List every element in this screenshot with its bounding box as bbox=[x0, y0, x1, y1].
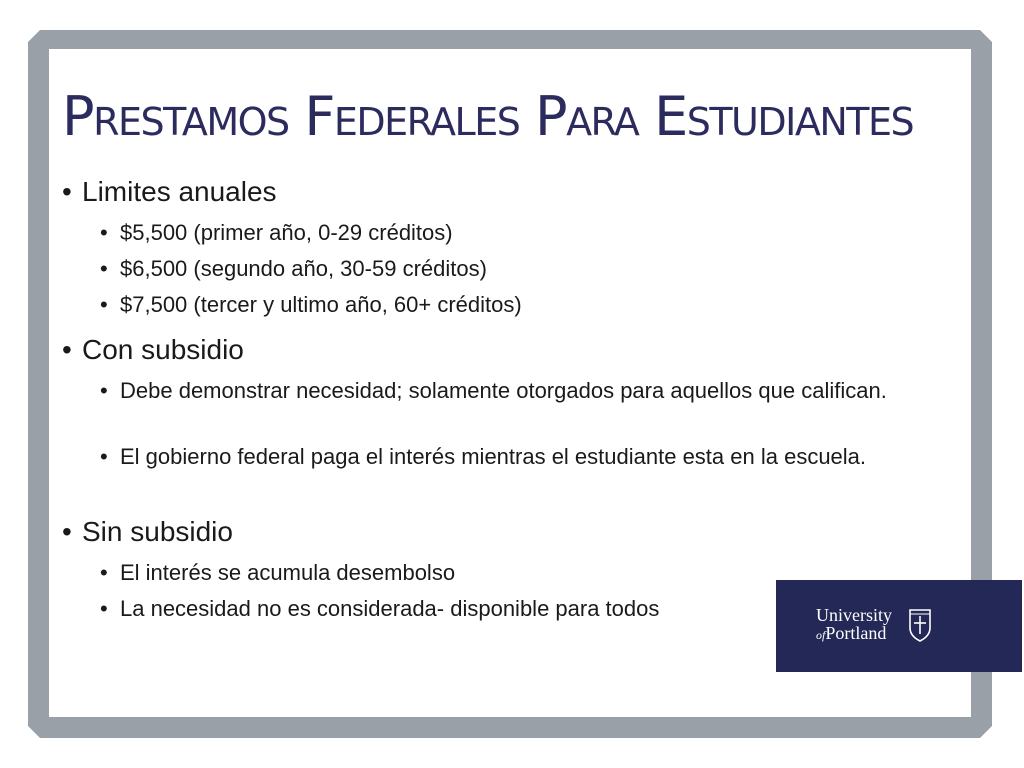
sub-bullet-text: La necesidad no es considerada- disponible para todos bbox=[120, 596, 660, 621]
bullet-text: Limites anuales bbox=[82, 176, 277, 207]
sub-bullet-text: El interés se acumula desembolso bbox=[120, 560, 456, 585]
sub-bullet-item bbox=[100, 376, 910, 406]
bullet-dot-icon: • bbox=[100, 596, 108, 621]
sub-bullet-item bbox=[100, 254, 910, 284]
bullet-dot-icon: • bbox=[62, 334, 72, 365]
crest-icon bbox=[908, 608, 932, 642]
logo-wordmark bbox=[816, 606, 892, 644]
sub-bullet-text: El gobierno federal paga el interés mientras el estudiante esta en la escuela. bbox=[120, 444, 867, 469]
bullet-item bbox=[62, 176, 277, 208]
bullet-dot-icon: • bbox=[100, 220, 108, 245]
bullet-dot-icon: • bbox=[100, 256, 108, 281]
bullet-dot-icon: • bbox=[62, 516, 72, 547]
sub-bullet-text: $6,500 (segundo año, 30-59 créditos) bbox=[120, 256, 487, 281]
bullet-dot-icon: • bbox=[100, 444, 108, 469]
bullet-item bbox=[62, 516, 233, 548]
sub-bullet-item bbox=[100, 218, 910, 248]
sub-bullet-text: $5,500 (primer año, 0-29 créditos) bbox=[120, 220, 453, 245]
logo-line-university: University bbox=[816, 605, 892, 625]
bullet-item bbox=[62, 334, 244, 366]
slide-title: Prestamos Federales Para Estudiantes bbox=[62, 85, 914, 148]
sub-bullet-text: $7,500 (tercer y ultimo año, 60+ créditos) bbox=[120, 292, 522, 317]
bullet-dot-icon: • bbox=[100, 292, 108, 317]
bullet-dot-icon: • bbox=[100, 378, 108, 403]
sub-bullet-text: Debe demonstrar necesidad; solamente otorgados para aquellos que califican. bbox=[120, 378, 887, 403]
logo-line-portland bbox=[816, 624, 892, 644]
sub-bullet-item bbox=[100, 290, 910, 320]
bullet-text: Con subsidio bbox=[82, 334, 244, 365]
bullet-text: Sin subsidio bbox=[82, 516, 233, 547]
logo-of-text: of bbox=[816, 628, 826, 642]
bullet-dot-icon: • bbox=[100, 560, 108, 585]
sub-bullet-item bbox=[100, 442, 910, 472]
university-logo bbox=[776, 580, 1022, 672]
bullet-dot-icon: • bbox=[62, 176, 72, 207]
logo-portland-text: Portland bbox=[825, 623, 887, 643]
